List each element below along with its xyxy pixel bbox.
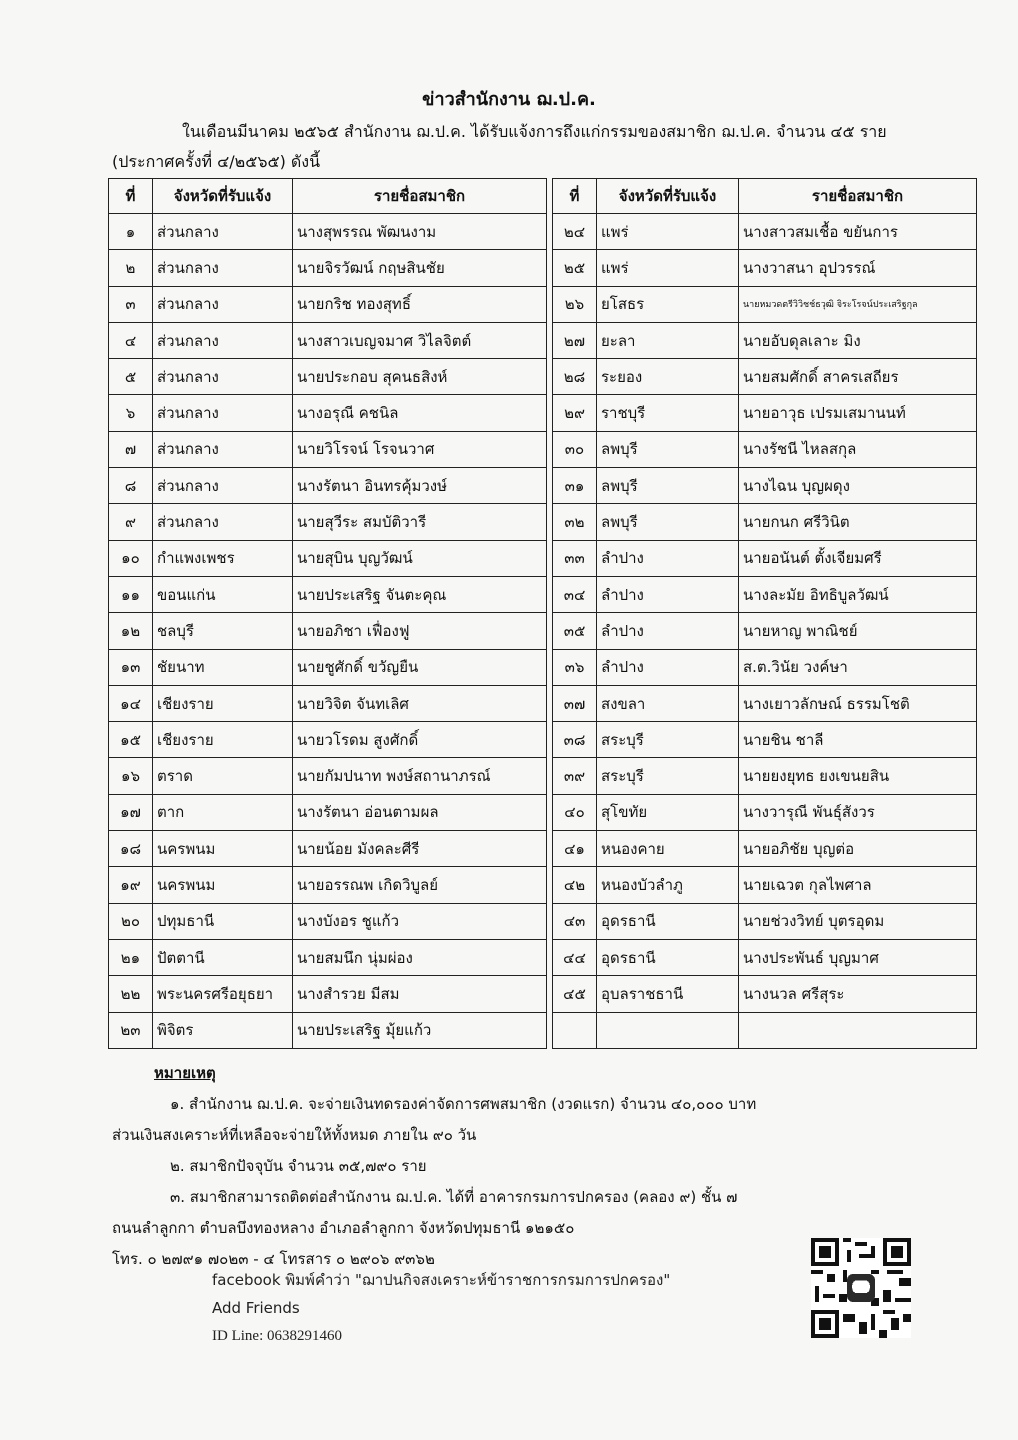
row-number: ๒๔ xyxy=(553,214,597,250)
province-cell: ลพบุรี xyxy=(597,431,739,467)
province-cell: ส่วนกลาง xyxy=(153,250,293,286)
member-name-cell: นายวโรดม สูงศักดิ์ xyxy=(293,722,547,758)
table-row xyxy=(109,903,547,939)
table-row xyxy=(553,250,977,286)
row-number: ๔๓ xyxy=(553,903,597,939)
table-row xyxy=(109,685,547,721)
province-cell: ส่วนกลาง xyxy=(153,468,293,504)
notes-heading: หมายเหตุ xyxy=(154,1064,216,1082)
row-number: ๓๙ xyxy=(553,758,597,794)
table-row xyxy=(109,250,547,286)
member-name-cell: นายวิโรจน์ โรจนวาศ xyxy=(293,431,547,467)
member-name-cell: นางอรุณี คชนิล xyxy=(293,395,547,431)
member-name-cell: นายชิน ชาลี xyxy=(739,722,977,758)
table-row xyxy=(553,322,977,358)
table-row xyxy=(553,540,977,576)
table-row xyxy=(109,649,547,685)
row-number: ๓ xyxy=(109,286,153,322)
member-table-left xyxy=(108,178,547,1049)
col-header-province: จังหวัดที่รับแจ้ง xyxy=(597,179,739,214)
row-number: ๒๐ xyxy=(109,903,153,939)
col-header-no: ที่ xyxy=(109,179,153,214)
note-item-3-line-1: ๓. สมาชิกสามารถติดต่อสำนักงาน ฌ.ป.ค. ได้ที่ อาคารกรมการปกครอง (คลอง ๙) ชั้น ๗ xyxy=(170,1188,738,1206)
table-row xyxy=(109,794,547,830)
table-row xyxy=(109,395,547,431)
province-cell: หนองบัวลำภู xyxy=(597,867,739,903)
row-number: ๒๓ xyxy=(109,1012,153,1048)
member-name-cell: นายวิจิต จันทเลิศ xyxy=(293,685,547,721)
note-item-1-line-2: ส่วนเงินสงเคราะห์ที่เหลือจะจ่ายให้ทั้งหมด ภายใน ๙๐ วัน xyxy=(112,1126,477,1144)
province-cell: เชียงราย xyxy=(153,685,293,721)
province-cell xyxy=(597,1012,739,1048)
province-cell: ชลบุรี xyxy=(153,613,293,649)
member-name-cell xyxy=(739,1012,977,1048)
row-number: ๑๙ xyxy=(109,867,153,903)
col-header-no: ที่ xyxy=(553,179,597,214)
row-number: ๑๓ xyxy=(109,649,153,685)
row-number: ๔๕ xyxy=(553,976,597,1012)
table-row xyxy=(109,613,547,649)
row-number: ๒๒ xyxy=(109,976,153,1012)
province-cell: ลำปาง xyxy=(597,576,739,612)
facebook-text: facebook พิมพ์คำว่า "ฌาปนกิจสงเคราะห์ข้าราชการกรมการปกครอง" xyxy=(212,1271,671,1289)
row-number: ๑๑ xyxy=(109,576,153,612)
table-row xyxy=(553,468,977,504)
member-name-cell: นายหมวดตรีวิวิชช์ธวุฒิ จิระโรจน์ประเสริฐกุล xyxy=(739,286,977,322)
province-cell: ส่วนกลาง xyxy=(153,322,293,358)
table-row xyxy=(109,540,547,576)
member-name-cell: นายช่วงวิทย์ บุตรอุดม xyxy=(739,903,977,939)
row-number: ๑๔ xyxy=(109,685,153,721)
row-number: ๒ xyxy=(109,250,153,286)
table-row xyxy=(553,685,977,721)
province-cell: ปทุมธานี xyxy=(153,903,293,939)
member-name-cell: นางประพันธ์ บุญมาศ xyxy=(739,939,977,975)
row-number: ๓๒ xyxy=(553,504,597,540)
province-cell: ส่วนกลาง xyxy=(153,504,293,540)
table-row xyxy=(553,613,977,649)
note-item-2: ๒. สมาชิกปัจจุบัน จำนวน ๓๕,๗๙๐ ราย xyxy=(170,1157,427,1175)
member-name-cell: นางรัชนี ไหลสกุล xyxy=(739,431,977,467)
member-name-cell: นายประเสริฐ มุ้ยแก้ว xyxy=(293,1012,547,1048)
province-cell: ราชบุรี xyxy=(597,395,739,431)
province-cell: อุดรธานี xyxy=(597,939,739,975)
table-row xyxy=(109,831,547,867)
table-row xyxy=(553,867,977,903)
table-row xyxy=(553,395,977,431)
member-name-cell: นายอภิชัย บุญต่อ xyxy=(739,831,977,867)
member-table-right xyxy=(552,178,977,1049)
table-row xyxy=(109,576,547,612)
row-number: ๑๖ xyxy=(109,758,153,794)
row-number: ๑๕ xyxy=(109,722,153,758)
contact-section xyxy=(212,1266,670,1350)
member-name-cell: ส.ต.วินัย วงค์ษา xyxy=(739,649,977,685)
row-number: ๙ xyxy=(109,504,153,540)
table-row xyxy=(109,286,547,322)
notes-section xyxy=(112,1058,756,1275)
col-header-name: รายชื่อสมาชิก xyxy=(739,179,977,214)
member-name-cell: นางสาวเบญจมาศ วิไลจิตต์ xyxy=(293,322,547,358)
table-row xyxy=(553,758,977,794)
phone-fax: โทร. ๐ ๒๗๙๑ ๗๐๒๓ - ๔ โทรสาร ๐ ๒๙๐๖ ๙๓๖๒ xyxy=(112,1250,435,1268)
row-number: ๒๑ xyxy=(109,939,153,975)
row-number: ๓๑ xyxy=(553,468,597,504)
province-cell: แพร่ xyxy=(597,214,739,250)
col-header-name: รายชื่อสมาชิก xyxy=(293,179,547,214)
table-row xyxy=(109,214,547,250)
member-name-cell: นายจิรวัฒน์ กฤษสินชัย xyxy=(293,250,547,286)
table-row xyxy=(109,939,547,975)
member-name-cell: นายอับดุลเลาะ มิง xyxy=(739,322,977,358)
row-number: ๒๕ xyxy=(553,250,597,286)
row-number: ๑ xyxy=(109,214,153,250)
page-title: ข่าวสำนักงาน ฌ.ป.ค. xyxy=(422,89,596,110)
member-name-cell: นายกัมปนาท พงษ์สถานาภรณ์ xyxy=(293,758,547,794)
row-number: ๑๒ xyxy=(109,613,153,649)
province-cell: แพร่ xyxy=(597,250,739,286)
row-number: ๔ xyxy=(109,322,153,358)
member-name-cell: นายประเสริฐ จันตะคุณ xyxy=(293,576,547,612)
member-name-cell: นายอภิชา เฟื่องฟู xyxy=(293,613,547,649)
member-name-cell: นายหาญ พาณิชย์ xyxy=(739,613,977,649)
province-cell: สงขลา xyxy=(597,685,739,721)
member-name-cell: นางรัตนา อินทรคุ้มวงษ์ xyxy=(293,468,547,504)
province-cell: ลพบุรี xyxy=(597,468,739,504)
row-number: ๖ xyxy=(109,395,153,431)
province-cell: สุโขทัย xyxy=(597,794,739,830)
table-row xyxy=(553,794,977,830)
table-row xyxy=(553,286,977,322)
row-number: ๓๔ xyxy=(553,576,597,612)
member-name-cell: นางสำรวย มีสม xyxy=(293,976,547,1012)
member-name-cell: นายสมนึก นุ่มผ่อง xyxy=(293,939,547,975)
table-row xyxy=(109,722,547,758)
province-cell: ส่วนกลาง xyxy=(153,431,293,467)
row-number: ๔๐ xyxy=(553,794,597,830)
row-number: ๒๖ xyxy=(553,286,597,322)
row-number: ๕ xyxy=(109,359,153,395)
table-row xyxy=(109,976,547,1012)
note-item-1-line-1: ๑. สำนักงาน ฌ.ป.ค. จะจ่ายเงินทดรองค่าจัดการศพสมาชิก (งวดแรก) จำนวน ๔๐,๐๐๐ บาท xyxy=(170,1095,757,1113)
table-row xyxy=(553,831,977,867)
province-cell: ส่วนกลาง xyxy=(153,395,293,431)
province-cell: ลำปาง xyxy=(597,540,739,576)
member-name-cell: นางรัตนา อ่อนตามผล xyxy=(293,794,547,830)
province-cell: พิจิตร xyxy=(153,1012,293,1048)
row-number: ๔๔ xyxy=(553,939,597,975)
member-name-cell: นางนวล ศรีสุระ xyxy=(739,976,977,1012)
row-number: ๓๗ xyxy=(553,685,597,721)
table-row xyxy=(109,867,547,903)
intro-line-2: (ประกาศครั้งที่ ๔/๒๕๖๕) ดังนี้ xyxy=(112,152,321,171)
member-name-cell: นายน้อย มังคละศีรี xyxy=(293,831,547,867)
member-name-cell: นางวารุณี พันธุ์สังวร xyxy=(739,794,977,830)
province-cell: เชียงราย xyxy=(153,722,293,758)
province-cell: ลำปาง xyxy=(597,613,739,649)
member-name-cell: นายสุวีระ สมบัติวารี xyxy=(293,504,547,540)
member-name-cell: นายสุบิน บุญวัฒน์ xyxy=(293,540,547,576)
row-number: ๗ xyxy=(109,431,153,467)
province-cell: ชัยนาท xyxy=(153,649,293,685)
member-name-cell: นางสุพรรณ พัฒนงาม xyxy=(293,214,547,250)
col-header-province: จังหวัดที่รับแจ้ง xyxy=(153,179,293,214)
province-cell: ระยอง xyxy=(597,359,739,395)
table-row xyxy=(109,431,547,467)
member-name-cell: นายยงยุทธ ยงเขนยสิน xyxy=(739,758,977,794)
province-cell: สระบุรี xyxy=(597,758,739,794)
member-name-cell: นายอนันต์ ตั้งเจียมศรี xyxy=(739,540,977,576)
table-row xyxy=(553,504,977,540)
member-name-cell: นายกนก ศรีวินิต xyxy=(739,504,977,540)
intro-line-1: ในเดือนมีนาคม ๒๕๖๕ สำนักงาน ฌ.ป.ค. ได้รับแจ้งการถึงแก่กรรมของสมาชิก ฌ.ป.ค. จำนวน ๔๕ ราย xyxy=(182,122,887,141)
province-cell: ลำปาง xyxy=(597,649,739,685)
member-name-cell: นางสาวสมเชื้อ ขยันการ xyxy=(739,214,977,250)
province-cell: พระนครศรีอยุธยา xyxy=(153,976,293,1012)
member-name-cell: นางละมัย อิทธิบูลวัฒน์ xyxy=(739,576,977,612)
table-header-row xyxy=(109,179,547,214)
table-row xyxy=(553,976,977,1012)
table-header-row xyxy=(553,179,977,214)
province-cell: ส่วนกลาง xyxy=(153,359,293,395)
province-cell: ปัตตานี xyxy=(153,939,293,975)
province-cell: ส่วนกลาง xyxy=(153,286,293,322)
member-name-cell: นายชูศักดิ์ ขวัญยืน xyxy=(293,649,547,685)
row-number: ๔๒ xyxy=(553,867,597,903)
line-id-text: ID Line: 0638291460 xyxy=(212,1328,342,1344)
table-row xyxy=(109,359,547,395)
province-cell: นครพนม xyxy=(153,867,293,903)
table-row xyxy=(553,214,977,250)
table-row xyxy=(109,504,547,540)
row-number: ๓๕ xyxy=(553,613,597,649)
member-name-cell: นายเฉวต กุลไพศาล xyxy=(739,867,977,903)
province-cell: อุดรธานี xyxy=(597,903,739,939)
province-cell: ตราด xyxy=(153,758,293,794)
note-item-3-line-2: ถนนลำลูกกา ตำบลบึงทองหลาง อำเภอลำลูกกา จังหวัดปทุมธานี ๑๒๑๕๐ xyxy=(112,1219,575,1237)
member-name-cell: นายสมศักดิ์ สาครเสถียร xyxy=(739,359,977,395)
table-row xyxy=(553,359,977,395)
member-name-cell: นางเยาวลักษณ์ ธรรมโชติ xyxy=(739,685,977,721)
province-cell: ตาก xyxy=(153,794,293,830)
province-cell: นครพนม xyxy=(153,831,293,867)
add-friends-text: Add Friends xyxy=(212,1299,300,1317)
row-number: ๓๐ xyxy=(553,431,597,467)
province-cell: หนองคาย xyxy=(597,831,739,867)
member-name-cell: นายกริช ทองสุทธิ์ xyxy=(293,286,547,322)
row-number: ๒๙ xyxy=(553,395,597,431)
province-cell: ขอนแก่น xyxy=(153,576,293,612)
member-name-cell: นายอรรณพ เกิดวิบูลย์ xyxy=(293,867,547,903)
province-cell: ยะลา xyxy=(597,322,739,358)
row-number: ๒๘ xyxy=(553,359,597,395)
row-number: ๑๗ xyxy=(109,794,153,830)
member-name-cell: นายประกอบ สุคนธสิงห์ xyxy=(293,359,547,395)
table-row xyxy=(553,939,977,975)
table-row xyxy=(553,649,977,685)
province-cell: อุบลราชธานี xyxy=(597,976,739,1012)
member-name-cell: นางวาสนา อุปวรรณ์ xyxy=(739,250,977,286)
table-row xyxy=(553,431,977,467)
province-cell: ส่วนกลาง xyxy=(153,214,293,250)
province-cell: สระบุรี xyxy=(597,722,739,758)
row-number: ๔๑ xyxy=(553,831,597,867)
row-number: ๘ xyxy=(109,468,153,504)
member-name-cell: นางไฉน บุญผดุง xyxy=(739,468,977,504)
province-cell: ยโสธร xyxy=(597,286,739,322)
table-row xyxy=(109,468,547,504)
row-number: ๓๖ xyxy=(553,649,597,685)
row-number: ๓๘ xyxy=(553,722,597,758)
line-qr-code-icon xyxy=(806,1238,916,1338)
province-cell: กำแพงเพชร xyxy=(153,540,293,576)
member-name-cell: นางบังอร ชูแก้ว xyxy=(293,903,547,939)
row-number: ๒๗ xyxy=(553,322,597,358)
row-number: ๑๐ xyxy=(109,540,153,576)
province-cell: ลพบุรี xyxy=(597,504,739,540)
row-number: ๑๘ xyxy=(109,831,153,867)
table-row xyxy=(109,1012,547,1048)
member-name-cell: นายอาวุธ เปรมเสมานนท์ xyxy=(739,395,977,431)
table-row xyxy=(553,576,977,612)
row-number: ๓๓ xyxy=(553,540,597,576)
table-row xyxy=(109,758,547,794)
row-number xyxy=(553,1012,597,1048)
table-row xyxy=(553,722,977,758)
table-row xyxy=(553,1012,977,1048)
table-row xyxy=(109,322,547,358)
table-row xyxy=(553,903,977,939)
